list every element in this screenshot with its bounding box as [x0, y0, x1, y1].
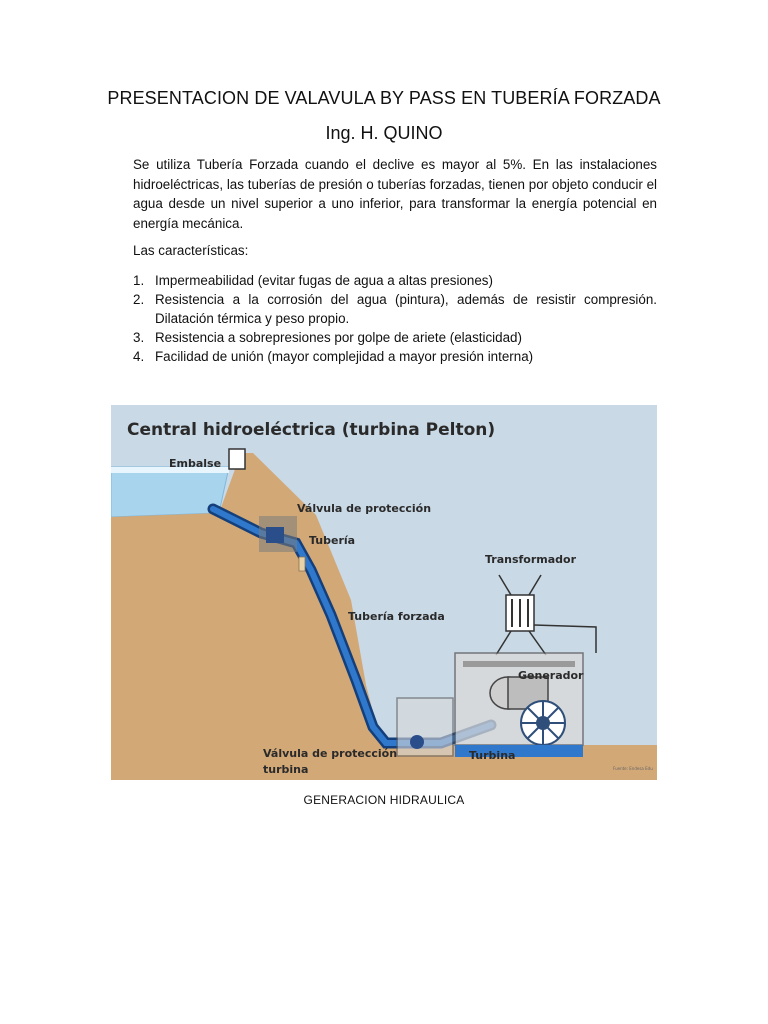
crane-rail — [463, 661, 575, 667]
turbine-valve-house — [397, 698, 453, 756]
page-title: PRESENTACION DE VALAVULA BY PASS EN TUBERÍA FORZADA — [107, 88, 661, 108]
label-embalse: Embalse — [169, 457, 222, 470]
list-item — [133, 347, 657, 366]
label-generador: Generador — [518, 669, 584, 682]
intro-paragraph: Se utiliza Tubería Forzada cuando el declive es mayor al 5%. En las instalaciones hidroeléctricas, las tuberías de presión o tuberías forzadas, tienen por objeto conducir el agua desde un nivel superior a uno inferior, para transformar la energía potencial en energía mecánica. — [133, 157, 657, 231]
pipe-support — [299, 557, 305, 571]
intake-tower — [229, 449, 245, 469]
label-tuberia-forzada: Tubería forzada — [348, 610, 445, 623]
list-number: 2. — [133, 292, 145, 307]
turbine-protection-valve — [410, 735, 424, 749]
label-transformador: Transformador — [485, 553, 577, 566]
list-number: 4. — [133, 349, 145, 364]
pelton-turbine-wheel — [521, 701, 565, 745]
label-tuberia: Tubería — [309, 534, 356, 547]
label-valvula-turbina-line2: turbina — [263, 763, 309, 776]
list-number: 1. — [133, 273, 145, 288]
list-item — [133, 328, 657, 347]
list-text: Resistencia a la corrosión del agua (pintura), además de resistir compresión. Dilatación térmica y peso propio. — [155, 292, 657, 326]
diagram-svg — [111, 405, 657, 780]
diagram-title: Central hidroeléctrica (turbina Pelton) — [127, 420, 496, 440]
list-text: Resistencia a sobrepresiones por golpe de ariete (elasticidad) — [155, 330, 522, 345]
protection-valve — [266, 527, 284, 543]
list-text: Impermeabilidad (evitar fugas de agua a altas presiones) — [155, 273, 493, 288]
figure-caption: GENERACION HIDRAULICA — [303, 793, 465, 807]
author-name — [0, 123, 768, 144]
label-valvula-proteccion: Válvula de protección — [297, 502, 432, 515]
characteristics-list — [133, 271, 657, 366]
author-text: Ing. H. QUINO — [325, 123, 443, 143]
list-text: Facilidad de unión (mayor complejidad a mayor presión interna) — [155, 349, 534, 364]
label-turbina: Turbina — [469, 749, 516, 762]
hydro-plant-diagram — [111, 405, 657, 780]
label-valvula-turbina-line1: Válvula de protección — [263, 747, 398, 760]
source-credit: Fuente: Endesa Edu — [613, 766, 653, 771]
list-item — [133, 290, 657, 328]
list-item — [133, 271, 657, 290]
characteristics-heading: Las características: — [133, 243, 249, 258]
list-number: 3. — [133, 330, 145, 345]
